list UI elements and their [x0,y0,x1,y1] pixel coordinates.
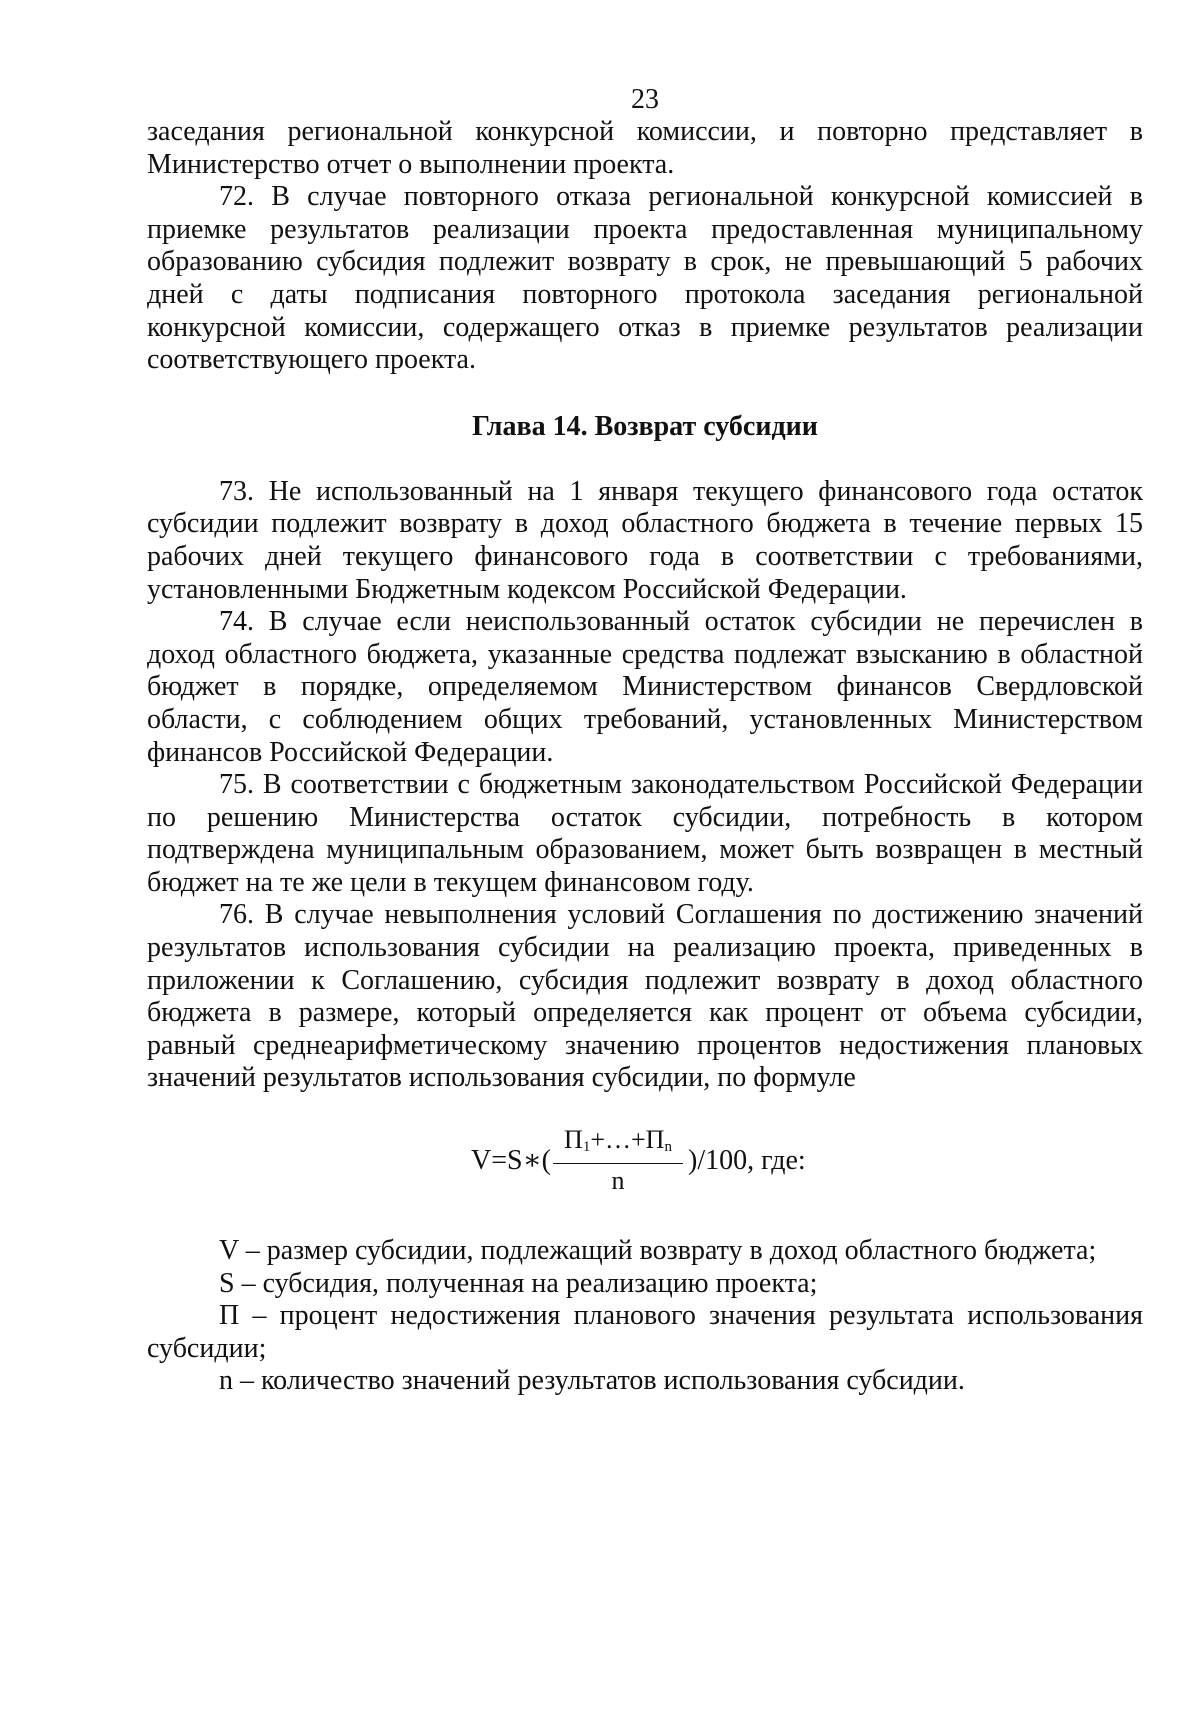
page-number: 23 [631,84,659,115]
formula-num-sub1: 1 [582,1139,591,1156]
formula [147,1125,1143,1201]
formula-num-subn: n [664,1139,672,1156]
definition-s: S – субсидия, полученная на реализацию проекта; [219,1267,818,1299]
formula-fraction [553,1125,683,1198]
definition-n: n – количество значений результатов использования субсидии. [219,1365,965,1397]
formula-denominator: n [611,1166,625,1196]
definition-v: V – размер субсидии, подлежащий возврату в доход областного бюджета; [219,1235,1097,1267]
formula-right: )/100, где: [688,1145,806,1177]
paragraph-72: 72. В случае повторного отказа региональной конкурсной комиссией в приемке результатов реализации проекта предоставленная муниципальному образованию субсидия подлежит возврату в срок, не превышающий 5 рабочих дней с даты подписания повторного протокола заседания региональной конкурсной комиссии, содержащего отказ в приемке результатов реализации соответствующего проекта. [147,181,1143,376]
paragraph-76: 76. В случае невыполнения условий Соглашения по достижению значений результатов использования субсидии на реализацию проекта, приведенных в приложении к Соглашению, субсидия подлежит возврату в доход областного бюджета в размере, который определяется как процент от объема субсидии, равный среднеарифметическому значению процентов недостижения плановых значений результатов использования субсидии, по формуле [147,899,1143,1094]
formula-num-mid: +…+П [590,1125,665,1155]
chapter-heading: Глава 14. Возврат субсидии [472,410,818,442]
formula-numerator [553,1125,683,1164]
document-page [147,84,1143,1398]
paragraph-74: 74. В случае если неиспользованный остаток субсидии не перечислен в доход областного бюджета, указанные средства подлежат взысканию в областной бюджет в порядке, определяемом Министерством финансов Свердловской области, с соблюдением общих требований, установленных Министерством финансов Российской Федерации. [147,606,1143,768]
paragraph-73: 73. Не использованный на 1 января текущего финансового года остаток субсидии подлежит возврату в доход областного бюджета в течение первых 15 рабочих дней текущего финансового года в соответствии с требованиями, установленными Бюджетным кодексом Российской Федерации. [147,475,1143,605]
formula-num-p1: П [564,1125,583,1155]
formula-left: V=S∗( [471,1145,551,1177]
paragraph-75: 75. В соответствии с бюджетным законодательством Российской Федерации по решению Министерства остаток субсидии, потребность в котором подтверждена муниципальным образованием, может быть возвращен в местный бюджет на те же цели в текущем финансовом году. [147,769,1143,898]
paragraph-continuation: заседания региональной конкурсной комиссии, и повторно представляет в Министерство отчет о выполнении проекта. [147,116,1143,180]
definition-p: П – процент недостижения планового значения результата использования субсидии; [147,1300,1143,1364]
